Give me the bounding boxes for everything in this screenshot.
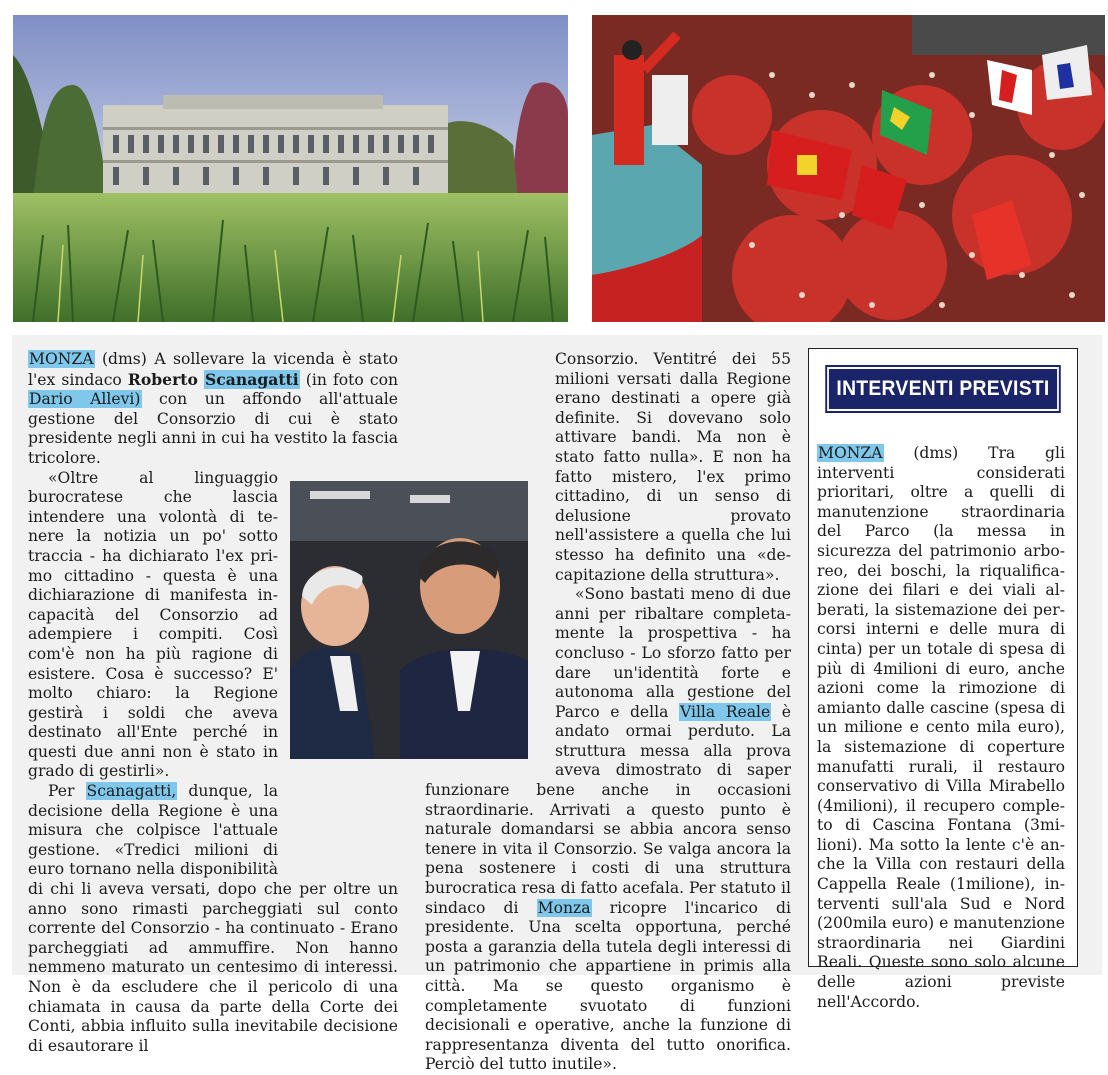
person-name-highlight: Scanagatti, xyxy=(86,782,177,801)
sidebar-title: INTERVENTI PREVISTI xyxy=(827,367,1059,411)
body-paragraph: Consorzio. Ventitré dei 55 milioni versati dalla Regione erano destinati a opere già definite. Si dovevano solo attivare bandi. Ma non è stato fatto nulla». E non ha fatto mistero, l'ex primo cittadino, di un senso di delusione provato nell'assistere a quella che lui stesso ha definito una «decapitazione della struttura». xyxy=(425,350,791,585)
sidebar-text: MONZA (dms) Tra gli interventi considerati prioritari, oltre a quelli di manutenzione straordinaria del Parco (la messa in sicurezza del patrimonio arboreo, dei boschi, la riqualificazione dei filari e dei viali alberati, la sistemazione dei percorsi interni e delle mura di cinta) per un totale di spesa di più di 4milioni di euro, anche azioni come la rimozione di amianto dalle cascine (spesa di un milione e cento mila euro), la sistemazione di coperture manufatti rurali, il restauro conservativo di Villa Mirabello (4milioni), il recupero completo di Cascina Fontana (3milioni). Ma sotto la lente c'è anche la Villa con restauri della Cappella Reale (1milione), interventi sull'ala Sud e Nord (200mila euro) e manutenzione straordinaria nei Giardini Reali. Queste sono solo alcune delle azioni previste nell'Accordo. xyxy=(817,444,1065,1011)
interventi-sidebar xyxy=(808,348,1078,1011)
person-name: Roberto xyxy=(127,369,198,389)
person-name-highlight: Dario Allevi) xyxy=(29,390,141,409)
place-name-highlight: Monza xyxy=(537,898,591,917)
body-paragraph: Per Scanagatti, dunque, la decisione della Regione è una misura che colpisce l'attuale gestione. «Tredici milioni di euro tornano nella disponibilità di chi li aveva versati, dopo che per oltre un anno sono rimasti parcheggiati sul conto corrente del Consorzio - ha continuato - Erano parcheggiati ad ammuffire. Non hanno nemmeno maturato un centesimo di interessi. Non è da escludere che il pericolo di una chiamata in causa da parte della Corte dei Conti, abbia influito sulla inevitabile decisione di esautorare il xyxy=(28,782,398,1055)
scanagatti-allevi-photo xyxy=(290,481,528,759)
place-name-highlight: Villa Reale xyxy=(679,702,771,721)
quote-paragraph: «Oltre al linguaggio burocratese che lascia intendere una volontà di tenere la notizia un po' sotto traccia - ha dichiarato l'ex primo cittadino - questa è una dichiarazione di manifesta incapacità del Consorzio ad adempiere i compiti. Così com'è non ha più ragione di esistere. Cosa è successo? E' molto chiaro: la Regione gestirà i soldi che aveva destinato all'Ente perché in questi due anni non è stato in grado di gestirli». xyxy=(28,469,398,783)
monza-podium-crowd-photo xyxy=(592,15,1105,322)
location-tag: MONZA xyxy=(29,350,94,368)
person-name-highlight: Scanagatti xyxy=(205,369,299,389)
quote-paragraph: «Sono bastati meno di due anni per ribaltare completamente la prospettiva - ha concluso - Lo sforzo fatto per dare un'identità forte e autonoma alla gestione del Parco e della Villa Reale è andato ormai perduto. La struttura messa alla prova aveva dimostrato di saper funzionare bene anche in occasioni straordinarie. Arrivati a questo punto è naturale domandarsi se abbia ancora senso tenere in vita il Consorzio. Se valga ancora la pena sostenere i costi di una struttura burocratica resa di fatto acefala. Per statuto il sindaco di Monza ricopre l'incarico di presidente. Una scelta opportuna, perché posta a garanzia della tutela degli interessi di un patrimonio che appartiene in primis alla città. Ma se questo organismo è completamente svuotato di funzioni decisionali e operative, anche la funzione di rappresentanza diventa del tutto onorifica. Perciò del tutto inutile». xyxy=(425,585,791,1074)
lead-paragraph: MONZA (dms) A sollevare la vicenda è stato l'ex sindaco Roberto Scanagatti (in foto con Dario Allevi) con un affondo all'attuale gestione del Consorzio di cui è stato presidente negli anni in cui ha vestito la fascia tricolore. xyxy=(28,350,399,467)
location-tag: MONZA xyxy=(818,444,883,462)
author-initials: (dms) xyxy=(101,350,147,368)
author-initials: (dms) xyxy=(913,444,959,462)
villa-reale-photo xyxy=(13,15,568,322)
